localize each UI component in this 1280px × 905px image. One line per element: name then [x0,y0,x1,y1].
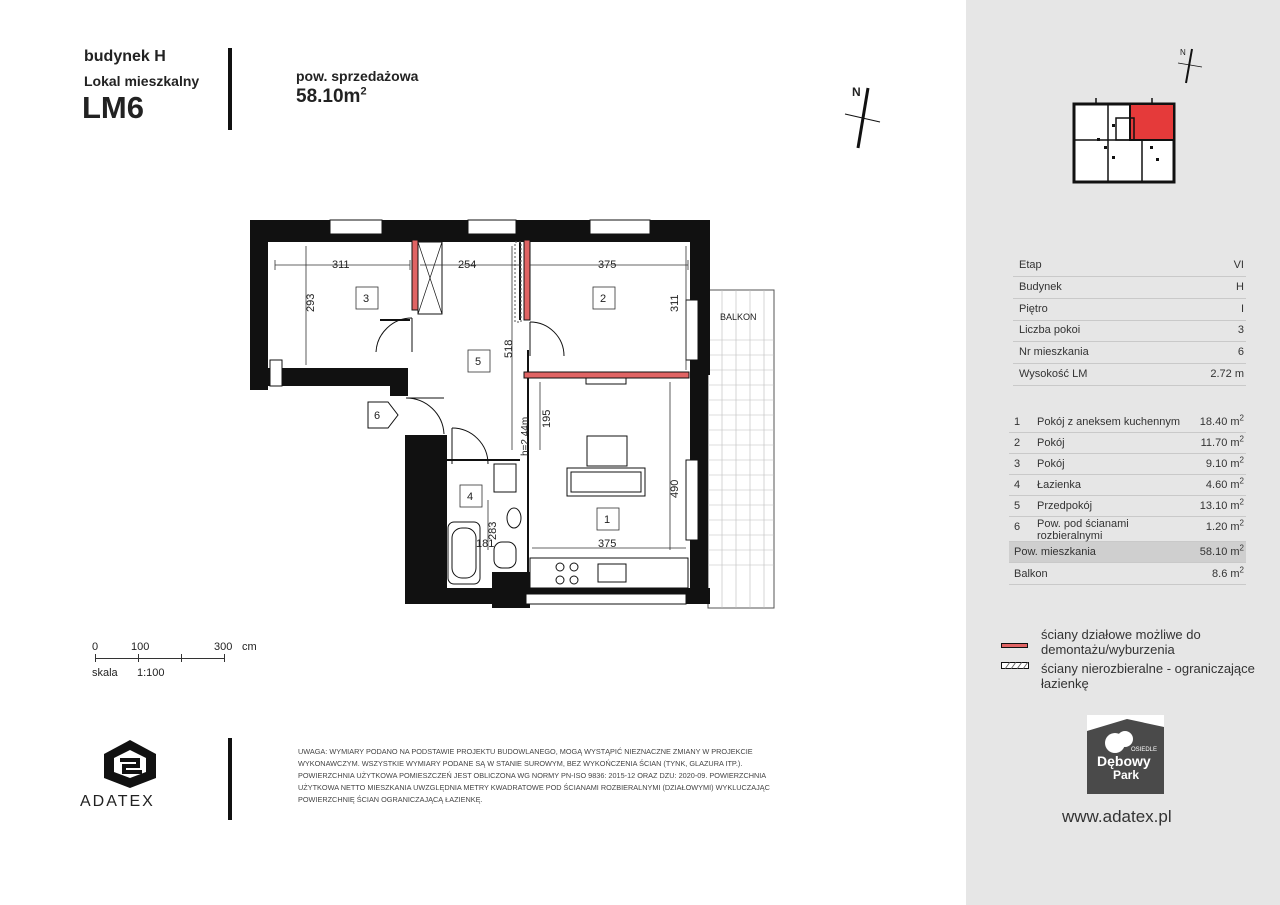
balcony-row: Balkon 8.6 $m^2$ [1009,564,1246,585]
floor-plan [250,210,780,615]
total-row: Pow. mieszkania 58.10 $m^2$ [1009,542,1246,563]
demolishable-walls [412,240,689,378]
room-row: 3 Pokój 9.10 $m^2$ [1009,454,1246,475]
adatex-logo-text: ADATEX [80,793,155,810]
svg-text:490: 490 [669,479,681,498]
room-2-number: 2 [600,293,607,305]
footer-divider [228,738,232,820]
room-row: 5 Przedpokój 13.10 $m^2$ [1009,496,1246,517]
entrance-arrow [368,402,398,428]
svg-text:293: 293 [305,293,317,312]
bathroom-fixtures [448,464,521,584]
info-row: Piętro I [1013,299,1246,321]
room-1-number: 1 [604,514,611,526]
room-row: 2 Pokój 11.70 $m^2$ [1009,433,1246,454]
svg-text:195: 195 [541,409,553,428]
north-letter: N [852,85,861,99]
north-compass [840,82,885,152]
svg-text:h=2.44m: h=2.44m [520,416,531,456]
room-row: 6 Pow. pod ścianami rozbieralnymi 1.20 $m^2$ [1009,517,1246,542]
website-link[interactable]: www.adatex.pl [1062,807,1172,826]
debowy-park-badge: OSIEDLE Dębowy Park [1087,715,1164,794]
room-row: 4 Łazienka 4.60 $m^2$ [1009,475,1246,496]
disclaimer-note: UWAGA: WYMIARY PODANO NA PODSTAWIE PROJEKTU BUDOWLANEGO, MOGĄ WYSTĄPIĆ NIEZNACZNE ZMIANY W PROJEKCIE WYKONAWCZYM. WSZYSTKIE WYMIARY PODANE SĄ W STANIE SUROWYM, BEZ WYKOŃCZENIA ŚCIAN (TYNK, GLAZURA ITP.). POWIERZCHNIA UŻYTKOWA POMIESZCZEŃ JEST OBLICZONA WG NORMY PN-ISO 9836: 2015-12 ORAZ DZU: 2020-09. POWIERZCHNIA UŻYTKOWA NETTO MIESZKANIA UWZGLĘDNIA METRY KWADRATOWE POD ŚCIANAMI ROZBIERALNYMI (DZIAŁOWYMI) WYKLUCZAJĄC POWIERZCHNIĘ ŚCIAN OGRANICZAJĄCĄ ŁAZIENKĘ. [298,747,770,804]
balcony-label: BALKON [720,312,757,322]
room-6-number: 6 [374,410,381,422]
room-5-number: 5 [475,356,482,368]
svg-text:311: 311 [669,294,681,312]
unit-type-label: Lokal mieszkalny [84,73,200,89]
legend-red-text: ściany działowe możliwe do demontażu/wyburzenia [1041,627,1201,657]
info-row: Wysokość LM 2.72 m [1013,364,1246,386]
key-plan [1072,96,1178,186]
building-label: budynek H [84,48,166,65]
mini-north-compass [1176,45,1204,85]
balcony [708,290,774,608]
legend-hatch-swatch [1001,662,1029,669]
sales-area-label: pow. sprzedażowa [296,68,419,84]
adatex-logo [100,738,160,790]
sales-area-value: $58.10m^2$ [296,85,367,107]
svg-text:375: 375 [598,259,617,271]
room-4-number: 4 [467,491,474,503]
legend-red-swatch [1001,643,1028,648]
room-row: 1 Pokój z aneksem kuchennym 18.40 $m^2$ [1009,412,1246,433]
svg-text:181: 181 [476,538,495,550]
info-row: Nr mieszkania 6 [1013,342,1246,364]
svg-text:254: 254 [458,259,477,271]
room-3-number: 3 [363,293,370,305]
svg-text:N: N [1180,48,1186,57]
info-row: Etap VI [1013,255,1246,277]
info-row: Budynek H [1013,277,1246,299]
header-divider [228,48,232,130]
svg-text:311: 311 [332,259,350,271]
svg-text:375: 375 [598,538,617,550]
svg-text:518: 518 [503,339,515,358]
unit-code: LM6 [82,90,144,125]
kitchen [530,558,688,588]
legend-hatch-text: ściany nierozbieralne - ograniczające łazienkę [1041,661,1255,691]
info-row: Liczba pokoi 3 [1013,320,1246,342]
svg-text:283: 283 [487,521,499,540]
